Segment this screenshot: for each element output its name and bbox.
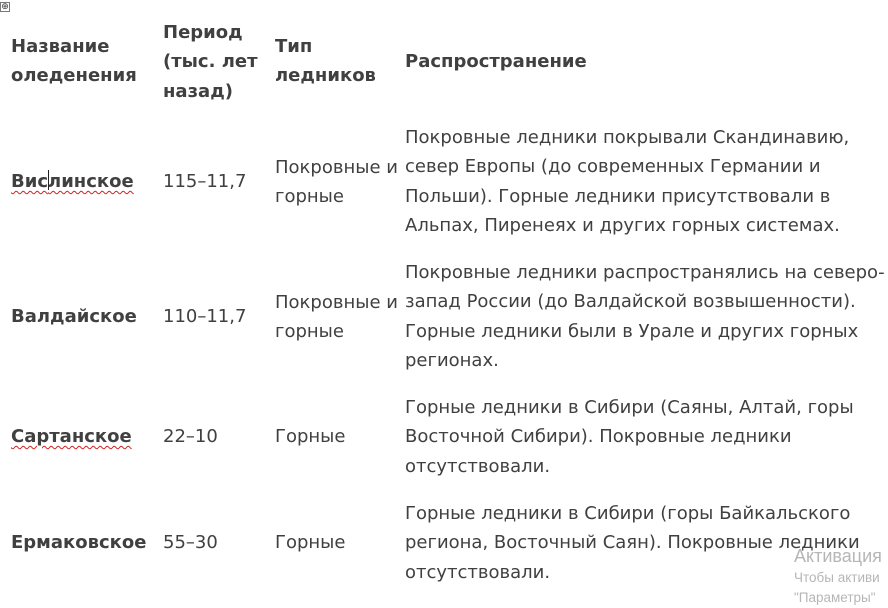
row-name[interactable] bbox=[11, 167, 161, 196]
watermark-title: Активация bbox=[794, 546, 882, 566]
row-name bbox=[11, 422, 161, 451]
watermark-subtitle: Чтобы активи bbox=[794, 570, 880, 585]
row-spread: Покровные ледники распространялись на северо-запад России (до Валдайской возвышенности). Горные ледники были в Урале и других горных регионах. bbox=[405, 262, 885, 371]
watermark-subtitle-2: "Параметры" bbox=[794, 590, 876, 605]
row-period: 22–10 bbox=[163, 426, 218, 447]
header-spread: Распространение bbox=[405, 51, 587, 72]
windows-activation-watermark bbox=[794, 544, 882, 608]
spellcheck-underline: Вислинское bbox=[11, 171, 134, 192]
row-name: Валдайское bbox=[11, 306, 137, 327]
header-period: Период (тыс. лет назад) bbox=[163, 22, 258, 102]
spellcheck-underline: Сартанское bbox=[11, 426, 132, 447]
row-period: 110–11,7 bbox=[163, 306, 247, 327]
row-period: 55–30 bbox=[163, 532, 218, 553]
header-name: Название оледенения bbox=[11, 36, 137, 87]
row-spread: Горные ледники в Сибири (Саяны, Алтай, горы Восточной Сибири). Покровные ледники отсутствовали. bbox=[405, 397, 854, 477]
row-type: Горные bbox=[275, 532, 346, 553]
row-spread: Горные ледники в Сибири (горы Байкальского региона, Восточный Саян). Покровные ледники отсутствовали. bbox=[405, 503, 860, 583]
header-type: Тип ледников bbox=[275, 36, 376, 87]
row-type: Покровные и горные bbox=[275, 292, 398, 343]
table-move-handle[interactable]: ⊕ bbox=[1, 2, 9, 12]
row-period: 115–11,7 bbox=[163, 171, 247, 192]
row-name: Ермаковское bbox=[11, 532, 147, 553]
row-spread: Покровные ледники покрывали Скандинавию, север Европы (до современных Германии и Польши). Горные ледники присутствовали в Альпах, Пиренеях и других горных системах. bbox=[405, 127, 850, 236]
row-type: Покровные и горные bbox=[275, 157, 398, 208]
row-type: Горные bbox=[275, 426, 346, 447]
